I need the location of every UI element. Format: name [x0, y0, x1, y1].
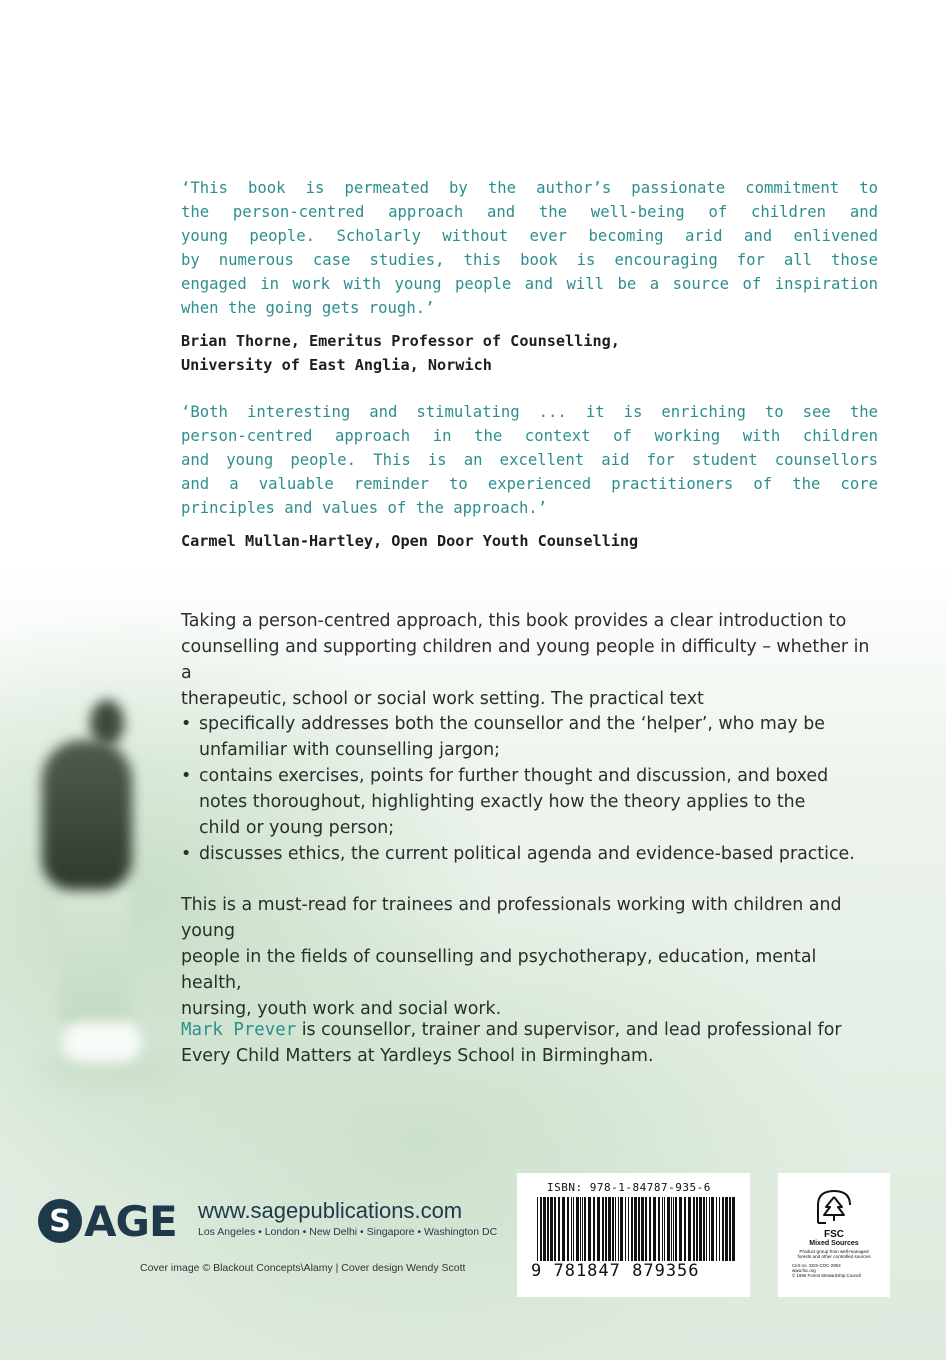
- barcode-bar: [615, 1197, 616, 1261]
- barcode-bar: [658, 1197, 660, 1261]
- barcode-bar: [699, 1197, 702, 1261]
- barcode-bar: [673, 1197, 674, 1261]
- intro-line: counselling and supporting children and young people in difficulty – whether in a: [181, 637, 870, 683]
- feature-line: • contains exercises, points for further thought and discussion, and boxed: [199, 766, 829, 786]
- barcode-bar: [582, 1197, 583, 1261]
- figure-head: [90, 700, 124, 746]
- barcode-bar: [558, 1197, 560, 1261]
- barcode-bar: [612, 1197, 614, 1261]
- review-1-line: when the going gets rough.’: [181, 299, 435, 317]
- barcode-bar: [580, 1197, 581, 1261]
- barcode-bar: [573, 1197, 574, 1261]
- barcode-bar: [722, 1197, 724, 1261]
- barcode-bar: [675, 1197, 677, 1261]
- attribution-line: University of East Anglia, Norwich: [181, 356, 492, 374]
- barcode-bar: [679, 1197, 682, 1261]
- barcode-bar: [688, 1197, 691, 1261]
- barcode-bar: [625, 1197, 626, 1261]
- barcode-bar: [562, 1197, 565, 1261]
- feature-line: notes thoroughout, highlighting exactly how the theory applies to the: [199, 792, 806, 812]
- barcode-bar: [671, 1197, 672, 1261]
- ean-number: 9 781847 879356: [531, 1261, 700, 1281]
- barcode-bar: [696, 1197, 698, 1261]
- barcode-bar: [725, 1197, 728, 1261]
- review-2-line: ‘Both interesting and stimulating ... it is enriching to see the: [181, 403, 878, 421]
- barcode-bar: [550, 1197, 553, 1261]
- audience-line: people in the fields of counselling and psychotherapy, education, mental health,: [181, 947, 817, 993]
- barcode-panel: [517, 1173, 750, 1297]
- sage-logo-mark: S: [38, 1199, 82, 1243]
- isbn-label: ISBN: 978-1-84787-935-6: [547, 1181, 711, 1194]
- barcode-bar: [537, 1197, 538, 1269]
- barcode-bar: [667, 1197, 670, 1261]
- review-1-attribution: [181, 329, 620, 377]
- barcode-bar: [706, 1197, 707, 1261]
- intro-line: Taking a person-centred approach, this book provides a clear introduction to: [181, 611, 847, 631]
- barcode-bar: [593, 1197, 595, 1261]
- barcode-bar: [540, 1197, 542, 1269]
- fsc-copyright: © 1996 Forest Stewardship Council: [792, 1273, 862, 1279]
- review-2-line: and young people. This is an excellent aid for student counsellors: [181, 451, 878, 469]
- author-bio: [181, 1017, 878, 1069]
- barcode-bar: [608, 1197, 611, 1261]
- barcode-bar: [709, 1197, 710, 1261]
- barcode-bar: [584, 1197, 586, 1261]
- barcode-bar: [693, 1197, 695, 1261]
- review-1-quote: [181, 176, 878, 320]
- review-2-line: and a valuable reminder to experienced practitioners of the core: [181, 475, 878, 493]
- barcode-bar: [638, 1197, 640, 1261]
- barcode-bar: [662, 1197, 663, 1261]
- publisher-cities: Los Angeles • London • New Delhi • Singapore • Washington DC: [198, 1226, 498, 1238]
- attribution-line: Carmel Mullan-Hartley, Open Door Youth Counselling: [181, 532, 639, 550]
- review-1-line: young people. Scholarly without ever becoming arid and enlivened: [181, 227, 878, 245]
- audience-paragraph: [181, 892, 878, 1022]
- fsc-web: www.fsc.org: [792, 1268, 816, 1274]
- barcode-bar: [588, 1197, 591, 1261]
- barcode-bar: [729, 1197, 731, 1261]
- author-bio-line: Every Child Matters at Yardleys School in Birmingham.: [181, 1046, 654, 1066]
- feature-line: unfamiliar with counselling jargon;: [199, 740, 500, 760]
- fsc-small-print: [792, 1263, 876, 1279]
- feature-item: [181, 763, 878, 841]
- attribution-line: Brian Thorne, Emeritus Professor of Counselling,: [181, 332, 620, 350]
- barcode-bar: [547, 1197, 549, 1261]
- barcode-bar: [732, 1197, 735, 1261]
- sage-logo: [38, 1196, 177, 1246]
- barcode-bar: [567, 1197, 569, 1261]
- fsc-label: FSC: [824, 1229, 844, 1240]
- figure-shoes: [62, 1022, 142, 1062]
- publisher-url[interactable]: www.sagepublications.com: [198, 1198, 463, 1223]
- barcode-bar: [664, 1197, 665, 1261]
- author-name: Mark Prever: [181, 1020, 297, 1040]
- barcode-bar: [620, 1197, 623, 1261]
- barcode-bar: [649, 1197, 651, 1269]
- fsc-mixed-sources: Mixed Sources: [809, 1240, 859, 1247]
- barcode-bar: [602, 1197, 604, 1261]
- barcode-bar: [641, 1197, 644, 1261]
- fsc-description: Product group from well-managed forests and other controlled sources: [797, 1249, 871, 1260]
- barcode-bar: [576, 1197, 579, 1261]
- barcode-bar: [716, 1197, 717, 1261]
- barcode-bar: [703, 1197, 705, 1261]
- review-2-quote: [181, 400, 878, 520]
- feature-line: • specifically addresses both the counsellor and the ‘helper’, who may be: [199, 714, 825, 734]
- fsc-panel: [778, 1173, 890, 1297]
- barcode-bar: [597, 1197, 600, 1261]
- feature-list: [181, 711, 878, 867]
- barcode-bar: [631, 1197, 633, 1261]
- feature-item: [181, 841, 878, 867]
- review-1-line: engaged in work with young people and will be a source of inspiration: [181, 275, 878, 293]
- review-1-line: the person-centred approach and the well-being of children and: [181, 203, 878, 221]
- audience-line: nursing, youth work and social work.: [181, 999, 502, 1019]
- review-2-attribution: [181, 529, 638, 553]
- barcode-bars: [535, 1197, 735, 1269]
- audience-line: This is a must-read for trainees and professionals working with children and young: [181, 895, 842, 941]
- author-bio-line: is counsellor, trainer and supervisor, and lead professional for: [296, 1020, 842, 1040]
- sage-logo-word: AGE: [84, 1196, 177, 1246]
- figure-body: [42, 740, 132, 890]
- intro-paragraph: [181, 608, 878, 712]
- feature-line: • discusses ethics, the current political agenda and evidence-based practice.: [199, 844, 855, 864]
- fsc-tree-icon: [814, 1187, 854, 1225]
- review-1-line: ‘This book is permeated by the author’s passionate commitment to: [181, 179, 878, 197]
- barcode-bar: [719, 1197, 720, 1261]
- barcode-bar: [618, 1197, 619, 1261]
- barcode-bar: [645, 1197, 647, 1269]
- feature-item: [181, 711, 878, 763]
- review-1-line: by numerous case studies, this book is encouraging for all those: [181, 251, 878, 269]
- barcode-bar: [605, 1197, 607, 1261]
- barcode-bar: [711, 1197, 714, 1261]
- cover-credits: Cover image © Blackout Concepts\Alamy | Cover design Wendy Scott: [140, 1262, 466, 1274]
- intro-line: therapeutic, school or social work setting. The practical text: [181, 689, 704, 709]
- barcode-bar: [554, 1197, 556, 1261]
- barcode-bar: [571, 1197, 572, 1261]
- barcode-bar: [634, 1197, 637, 1261]
- barcode-bar: [684, 1197, 686, 1261]
- feature-line: child or young person;: [199, 818, 395, 838]
- barcode-bar: [543, 1197, 546, 1261]
- barcode-bar: [628, 1197, 629, 1261]
- fsc-cert: Cert no. SGS-COC-2953: [792, 1263, 841, 1268]
- review-2-line: person-centred approach in the context of working with children: [181, 427, 878, 445]
- barcode-bar: [653, 1197, 656, 1261]
- review-2-line: principles and values of the approach.’: [181, 499, 548, 517]
